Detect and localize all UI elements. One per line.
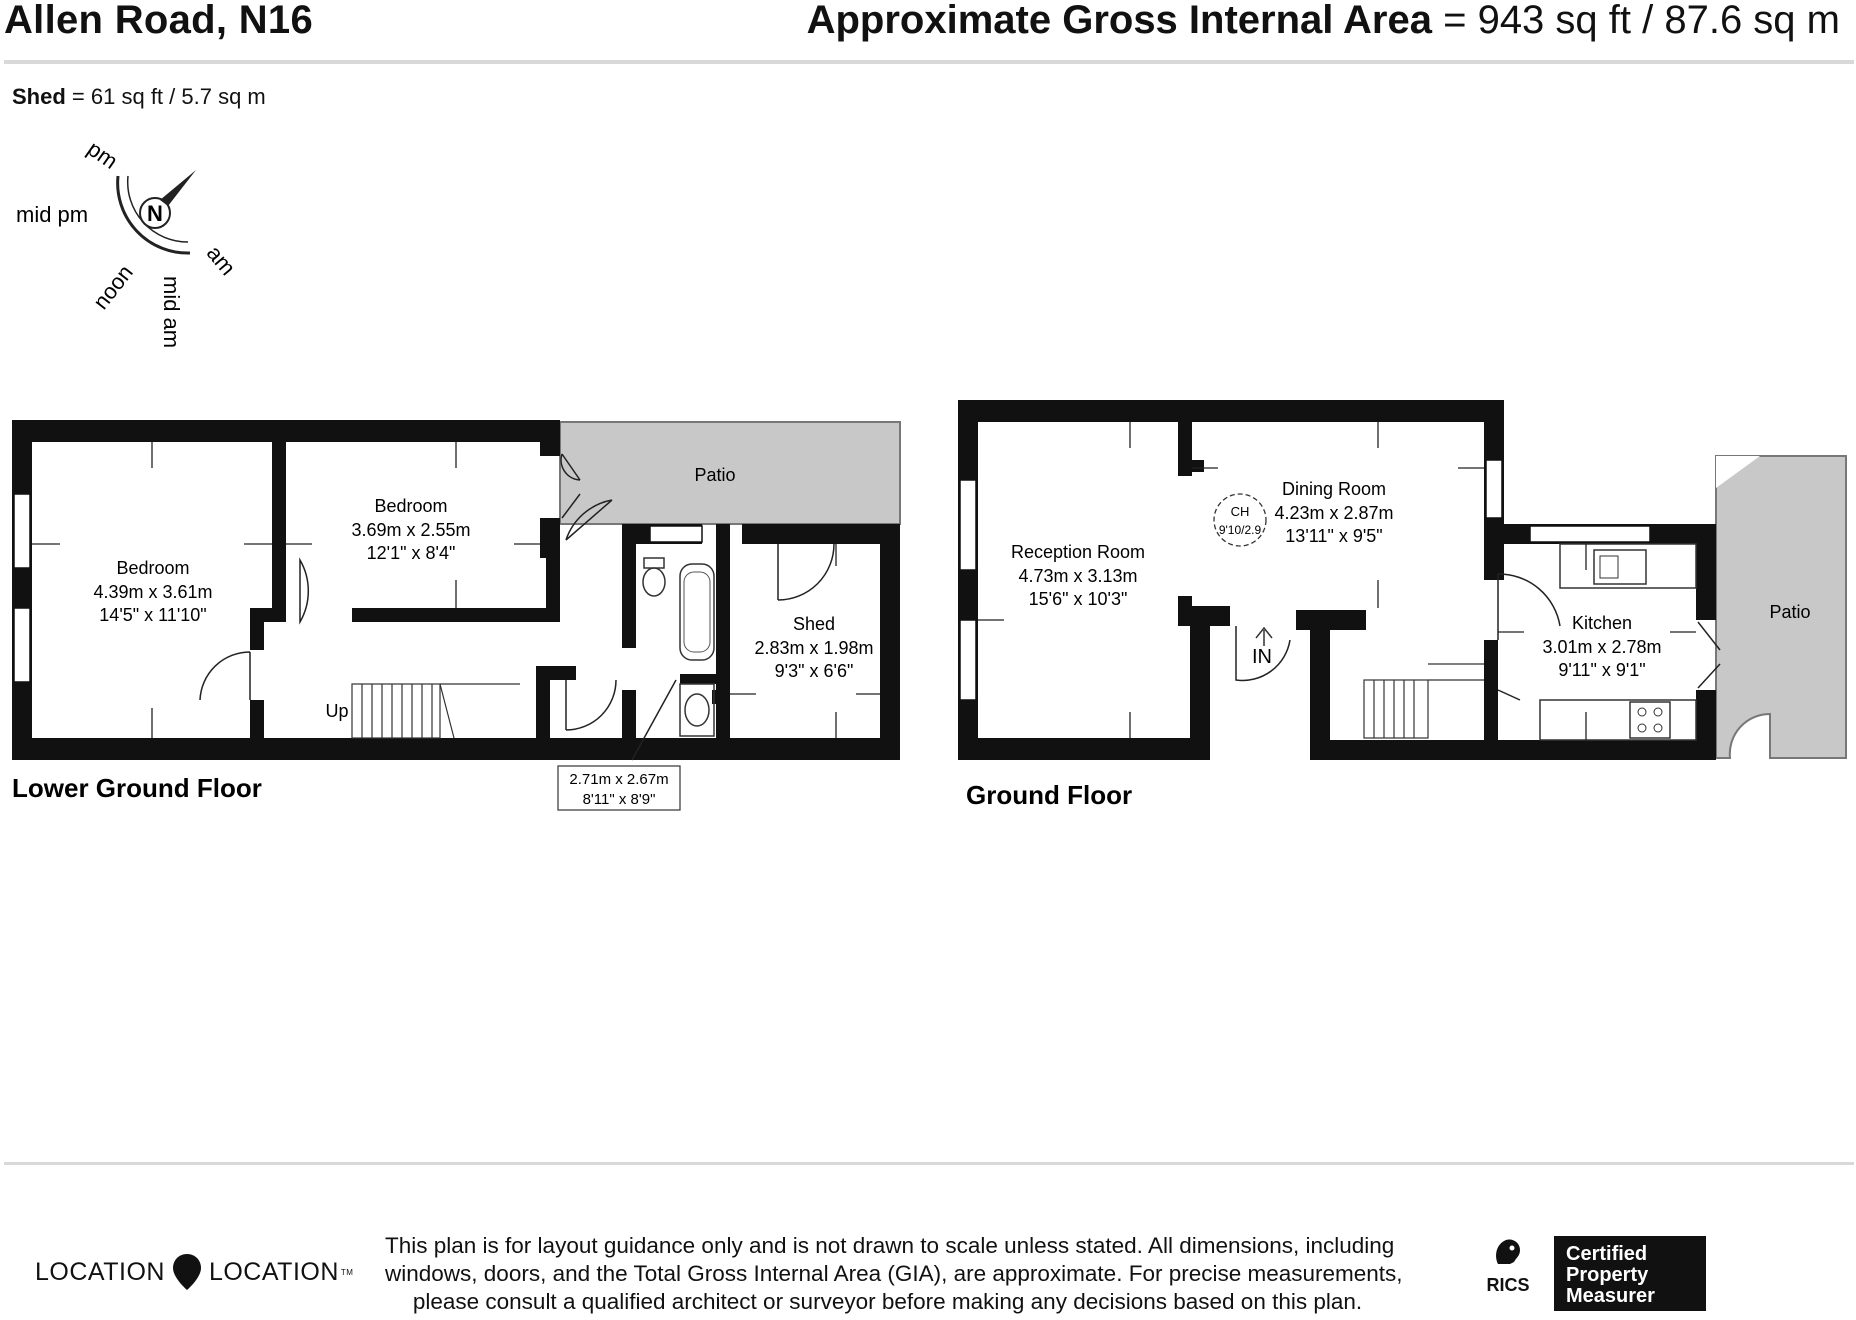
compass-mid-am: mid am (159, 276, 184, 349)
wall (880, 524, 900, 760)
wall (716, 524, 730, 760)
bedroom1-name: Bedroom (116, 558, 190, 578)
wall (1296, 610, 1366, 630)
shed-name: Shed (792, 614, 836, 634)
ground-patio-label: Patio (1769, 602, 1811, 622)
shed-metric: 2.83m x 1.98m (754, 638, 874, 658)
wall (1178, 596, 1192, 626)
compass-mid-pm: mid pm (16, 202, 89, 227)
location-location-logo (35, 1254, 353, 1290)
bathroom-metric: 2.71m x 2.67m (569, 771, 669, 788)
door-swing (200, 652, 250, 700)
reception-name: Reception Room (1010, 542, 1146, 562)
shed-imperial: 9'3" x 6'6" (774, 661, 854, 681)
wall (12, 738, 900, 760)
toilet-icon (643, 568, 665, 596)
door-swing (778, 544, 834, 600)
ground-floor-label: Ground Floor (966, 780, 1133, 810)
wall (622, 524, 636, 648)
rics-wordmark: RICS (1486, 1275, 1530, 1295)
staircase (1364, 664, 1484, 738)
hob-icon (1630, 702, 1670, 738)
badge-line: Property (1566, 1264, 1649, 1286)
area-value: = 943 sq ft / 87.6 sq m (1443, 0, 1840, 42)
wall (622, 690, 636, 760)
ch-label: CH (1230, 504, 1250, 519)
kitchen-imperial: 9'11" x 9'1" (1558, 660, 1646, 680)
window (960, 620, 976, 700)
lower-stairs-up-label: Up (325, 701, 349, 721)
door-swing (1498, 574, 1560, 640)
bedroom1-metric: 4.39m x 3.61m (93, 582, 213, 602)
wall (250, 608, 264, 650)
wall (250, 700, 264, 760)
badge-line: Certified (1566, 1243, 1648, 1265)
certified-property-measurer-badge (1554, 1236, 1706, 1311)
reception-metric: 4.73m x 3.13m (1018, 566, 1138, 586)
reception-imperial: 15'6" x 10'3" (1028, 589, 1128, 609)
wall (1310, 610, 1330, 760)
ground-floor-plan (958, 400, 1846, 810)
wall (272, 420, 286, 616)
cylinder-cupboard (1214, 494, 1266, 546)
entrance-label: IN (1252, 646, 1272, 668)
dining-imperial: 13'11" x 9'5" (1285, 526, 1383, 546)
compass (16, 136, 241, 348)
wall (352, 608, 560, 622)
basin-icon (685, 694, 709, 726)
door-swing (300, 560, 308, 622)
bedroom2-metric: 3.69m x 2.55m (351, 520, 471, 540)
bathroom-imperial: 8'11" x 8'9" (582, 791, 656, 808)
wall (1696, 690, 1716, 760)
disclaimer-line: This plan is for layout guidance only and is not drawn to scale unless stated. All dimensions, including (385, 1233, 1395, 1258)
wall (680, 674, 716, 684)
wall (958, 738, 1210, 760)
bedroom1-imperial: 14'5" x 11'10" (99, 605, 207, 625)
staircase (352, 684, 520, 738)
window (14, 494, 30, 568)
wall (546, 540, 560, 622)
wall (1190, 606, 1230, 626)
compass-pm: pm (82, 135, 123, 174)
wall (958, 400, 978, 758)
lower-patio-label: Patio (694, 465, 736, 485)
location-pin-icon (173, 1254, 201, 1290)
kitchen-metric: 3.01m x 2.78m (1542, 637, 1662, 657)
disclaimer (385, 1232, 1403, 1316)
lower-ground-floor-plan (12, 420, 900, 810)
brand-trademark: TM (340, 1267, 354, 1277)
badge-line: Measurer (1566, 1285, 1655, 1307)
brand-left: LOCATION (35, 1257, 165, 1286)
disclaimer-line: please consult a qualified architect or surveyor before making any decisions based on this plan. (412, 1289, 1363, 1314)
disclaimer-line: windows, doors, and the Total Gross Internal Area (GIA), are approximate. For precise measurements, (385, 1261, 1403, 1286)
window (1486, 460, 1502, 518)
compass-noon: noon (88, 259, 138, 314)
sink-icon (1594, 550, 1646, 584)
bathtub-inner (684, 572, 710, 652)
wall (958, 400, 1504, 422)
kitchen-name: Kitchen (1571, 613, 1633, 633)
area-label: Approximate Gross Internal Area (806, 0, 1432, 42)
shed-area-label: Shed (12, 84, 66, 109)
wall (1178, 460, 1204, 472)
wall (536, 666, 550, 760)
rics-logo (1478, 1236, 1538, 1296)
brand-right: LOCATION (208, 1257, 339, 1286)
footer-divider (4, 1162, 1854, 1165)
wall (12, 420, 32, 758)
entrance-arrow-icon (1256, 628, 1272, 646)
shed-area-value: = 61 sq ft / 5.7 sq m (71, 84, 266, 109)
worktop (1540, 700, 1696, 740)
toilet-cistern (644, 558, 664, 568)
window (650, 526, 702, 542)
wall (536, 666, 576, 680)
bedroom2-imperial: 12'1" x 8'4" (366, 543, 456, 563)
wall (742, 524, 900, 544)
north-arrow-icon (160, 170, 196, 206)
wall (540, 420, 560, 456)
wall (1696, 524, 1716, 620)
door-swing (1498, 690, 1520, 700)
window (14, 608, 30, 682)
compass-am: am (201, 240, 241, 281)
window (1530, 526, 1650, 542)
bedroom2-name: Bedroom (374, 496, 448, 516)
wall (1484, 690, 1498, 740)
rics-lion-icon (1490, 1236, 1526, 1268)
sink-bowl (1600, 556, 1618, 578)
wall (1190, 608, 1210, 760)
ch-value: 9'10/2.9 (1218, 523, 1262, 537)
dining-metric: 4.23m x 2.87m (1274, 503, 1394, 523)
compass-north: N (147, 201, 163, 226)
window (960, 480, 976, 570)
dining-name: Dining Room (1281, 479, 1387, 499)
property-title: Allen Road, N16 (4, 0, 314, 42)
door-swing (566, 680, 616, 730)
lower-ground-floor-label: Lower Ground Floor (12, 773, 262, 803)
wall (1310, 740, 1716, 760)
